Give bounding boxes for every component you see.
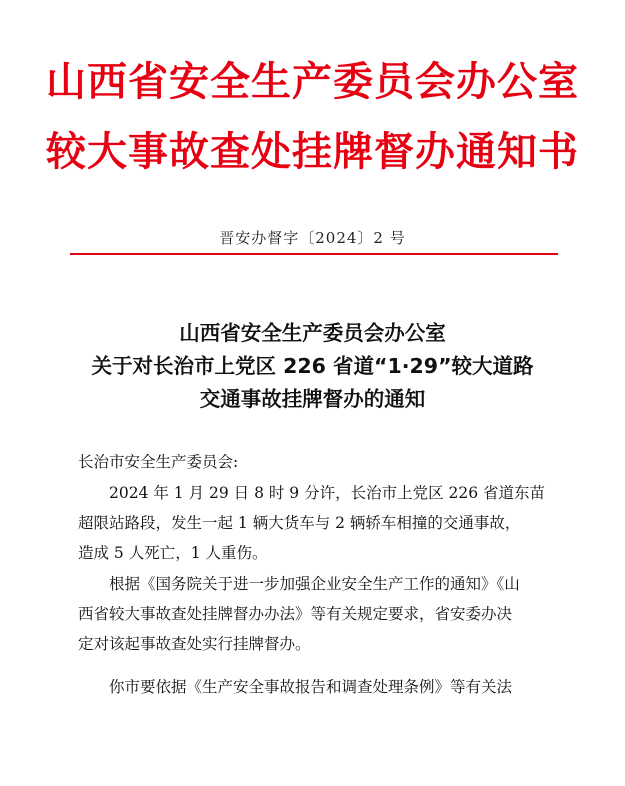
paragraph-line: 你市要依据《生产安全事故报告和调查处理条例》等有关法 bbox=[109, 678, 513, 696]
paragraph-line: 定对该起事故查处实行挂牌督办。 bbox=[78, 635, 311, 653]
paragraph-line: 根据《国务院关于进一步加强企业安全生产工作的通知》《山 bbox=[109, 575, 520, 593]
paragraph-1 bbox=[78, 478, 550, 568]
notice-title-line-2: 关于对长治市上党区 226 省道“1·29”较大道路 bbox=[91, 354, 534, 378]
paragraph-line: 2024 年 1 月 29 日 8 时 9 分许，长治市上党区 226 省道东苗 bbox=[109, 484, 546, 502]
addressee: 长治市安全生产委员会: bbox=[78, 453, 239, 471]
letterhead-line-1: 山西省安全生产委员会办公室 bbox=[46, 59, 579, 105]
paragraph-line: 超限站路段，发生一起 1 辆大货车与 2 辆轿车相撞的交通事故， bbox=[78, 514, 521, 532]
document-number: 晋安办督字〔2024〕2 号 bbox=[219, 229, 406, 247]
red-divider-line bbox=[70, 253, 558, 255]
letterhead-line-2: 较大事故查处挂牌督办通知书 bbox=[46, 129, 579, 175]
paragraph-3 bbox=[78, 672, 550, 702]
paragraph-line: 造成 5 人死亡，1 人重伤。 bbox=[78, 544, 268, 562]
paragraph-line: 西省较大事故查处挂牌督办办法》等有关规定要求，省安委办决 bbox=[78, 605, 513, 623]
notice-title-line-1: 山西省安全生产委员会办公室 bbox=[179, 321, 446, 345]
notice-title-line-3: 交通事故挂牌督办的通知 bbox=[199, 387, 426, 411]
paragraph-2 bbox=[78, 569, 550, 659]
